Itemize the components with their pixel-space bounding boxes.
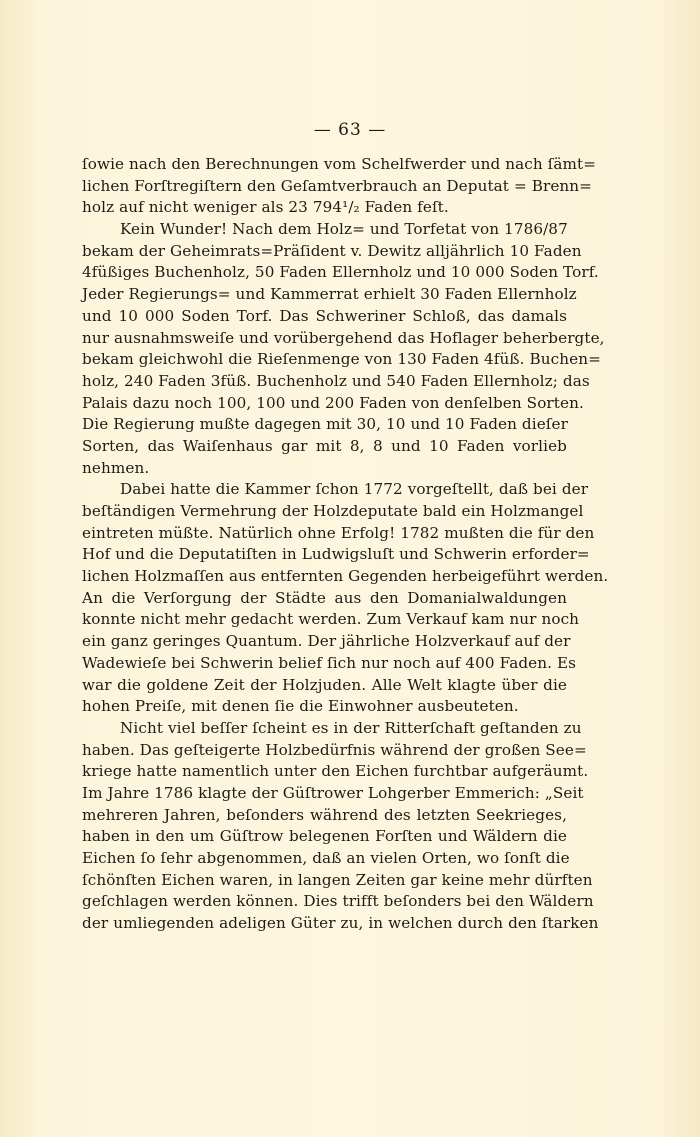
text-line: ein ganz geringes Quantum. Der jährliche Holzverkauf auf der xyxy=(82,632,571,651)
text-line: kriege hatte namentlich unter den Eichen furchtbar aufgeräumt. xyxy=(82,762,589,781)
text-line: mehreren Jahren, beſonders während des letzten Seekrieges, xyxy=(82,805,567,824)
text-line: Nicht viel beſſer ſcheint es in der Ritterſchaft geſtanden zu xyxy=(120,718,582,737)
text-line: ſowie nach den Berechnungen vom Schelfwerder und nach ſämt= xyxy=(82,155,597,173)
text-line: An die Verſorgung der Städte aus den Domanialwaldungen xyxy=(82,588,567,607)
text-line: und 10 000 Soden Torf. Das Schweriner Schloß, das damals xyxy=(82,306,567,325)
text-line: haben in den um Güſtrow belegenen Forſten und Wäldern die xyxy=(82,827,567,846)
text-line: Jeder Regierungs= und Kammerrat erhielt 30 Faden Ellernholz xyxy=(82,285,577,304)
text-line: holz auf nicht weniger als 23 794¹/₂ Faden feſt. xyxy=(82,198,449,217)
text-line: nehmen. xyxy=(82,458,150,477)
text-line: eintreten müßte. Natürlich ohne Erfolg! 1782 mußten die für den xyxy=(82,523,595,542)
text-line: Die Regierung mußte dagegen mit 30, 10 und 10 Faden dieſer xyxy=(82,415,568,434)
text-line: der umliegenden adeligen Güter zu, in welchen durch den ſtarken xyxy=(82,914,599,933)
text-line: nur ausnahmsweiſe und vorübergehend das Hoflager beherbergte, xyxy=(82,328,605,347)
text-line: Eichen ſo ſehr abgenommen, daß an vielen Orten, wo ſonſt die xyxy=(82,849,570,867)
text-line: Palais dazu noch 100, 100 und 200 Faden von denſelben Sorten. xyxy=(82,393,584,412)
text-line: ſchönſten Eichen waren, in langen Zeiten gar keine mehr dürften xyxy=(82,870,593,889)
text-line: lichen Holzmaſſen aus entfernten Gegenden herbeigeführt werden. xyxy=(82,567,609,586)
text-line: Wadewieſe bei Schwerin belief ſich nur noch auf 400 Faden. Es xyxy=(82,653,577,672)
text-line: hohen Preiſe, mit denen ſie die Einwohner ausbeuteten. xyxy=(82,697,519,716)
text-line: haben. Das geſteigerte Holzbedürfnis während der großen See= xyxy=(82,740,587,759)
page-number: — 63 — xyxy=(313,120,387,140)
text-line: 4füßiges Buchenholz, 50 Faden Ellernholz und 10 000 Soden Torf. xyxy=(82,263,599,282)
text-line: bekam der Geheimrats=Präſident v. Dewitz alljährlich 10 Faden xyxy=(82,241,582,260)
text-line: Sorten, das Waiſenhaus gar mit 8, 8 und 10 Faden vorlieb xyxy=(82,436,567,455)
text-line: Im Jahre 1786 klagte der Güſtrower Lohgerber Emmerich: „Seit xyxy=(82,783,584,802)
text-line: beſtändigen Vermehrung der Holzdeputate bald ein Holzmangel xyxy=(82,502,584,520)
text-line: bekam gleichwohl die Rieſenmenge von 130 Faden 4füß. Buchen= xyxy=(82,350,601,369)
text-line: Dabei hatte die Kammer ſchon 1772 vorgeſtellt, daß bei der xyxy=(120,480,589,499)
text-line: geſchlagen werden können. Dies trifft beſonders bei den Wäldern xyxy=(82,892,594,911)
text-line: holz, 240 Faden 3füß. Buchenholz und 540 Faden Ellernholz; das xyxy=(82,371,590,390)
text-line: Hof und die Deputatiſten in Ludwigsluſt und Schwerin erforder= xyxy=(82,545,590,564)
text-line: konnte nicht mehr gedacht werden. Zum Verkauf kam nur noch xyxy=(82,610,580,629)
text-line: lichen Forſtregiſtern den Geſamtverbrauch an Deputat = Brenn= xyxy=(82,176,592,195)
text-line: Kein Wunder! Nach dem Holz= und Torfetat von 1786/87 xyxy=(120,220,568,239)
text-line: war die goldene Zeit der Holzjuden. Alle Welt klagte über die xyxy=(82,675,567,694)
body-text xyxy=(82,154,609,935)
